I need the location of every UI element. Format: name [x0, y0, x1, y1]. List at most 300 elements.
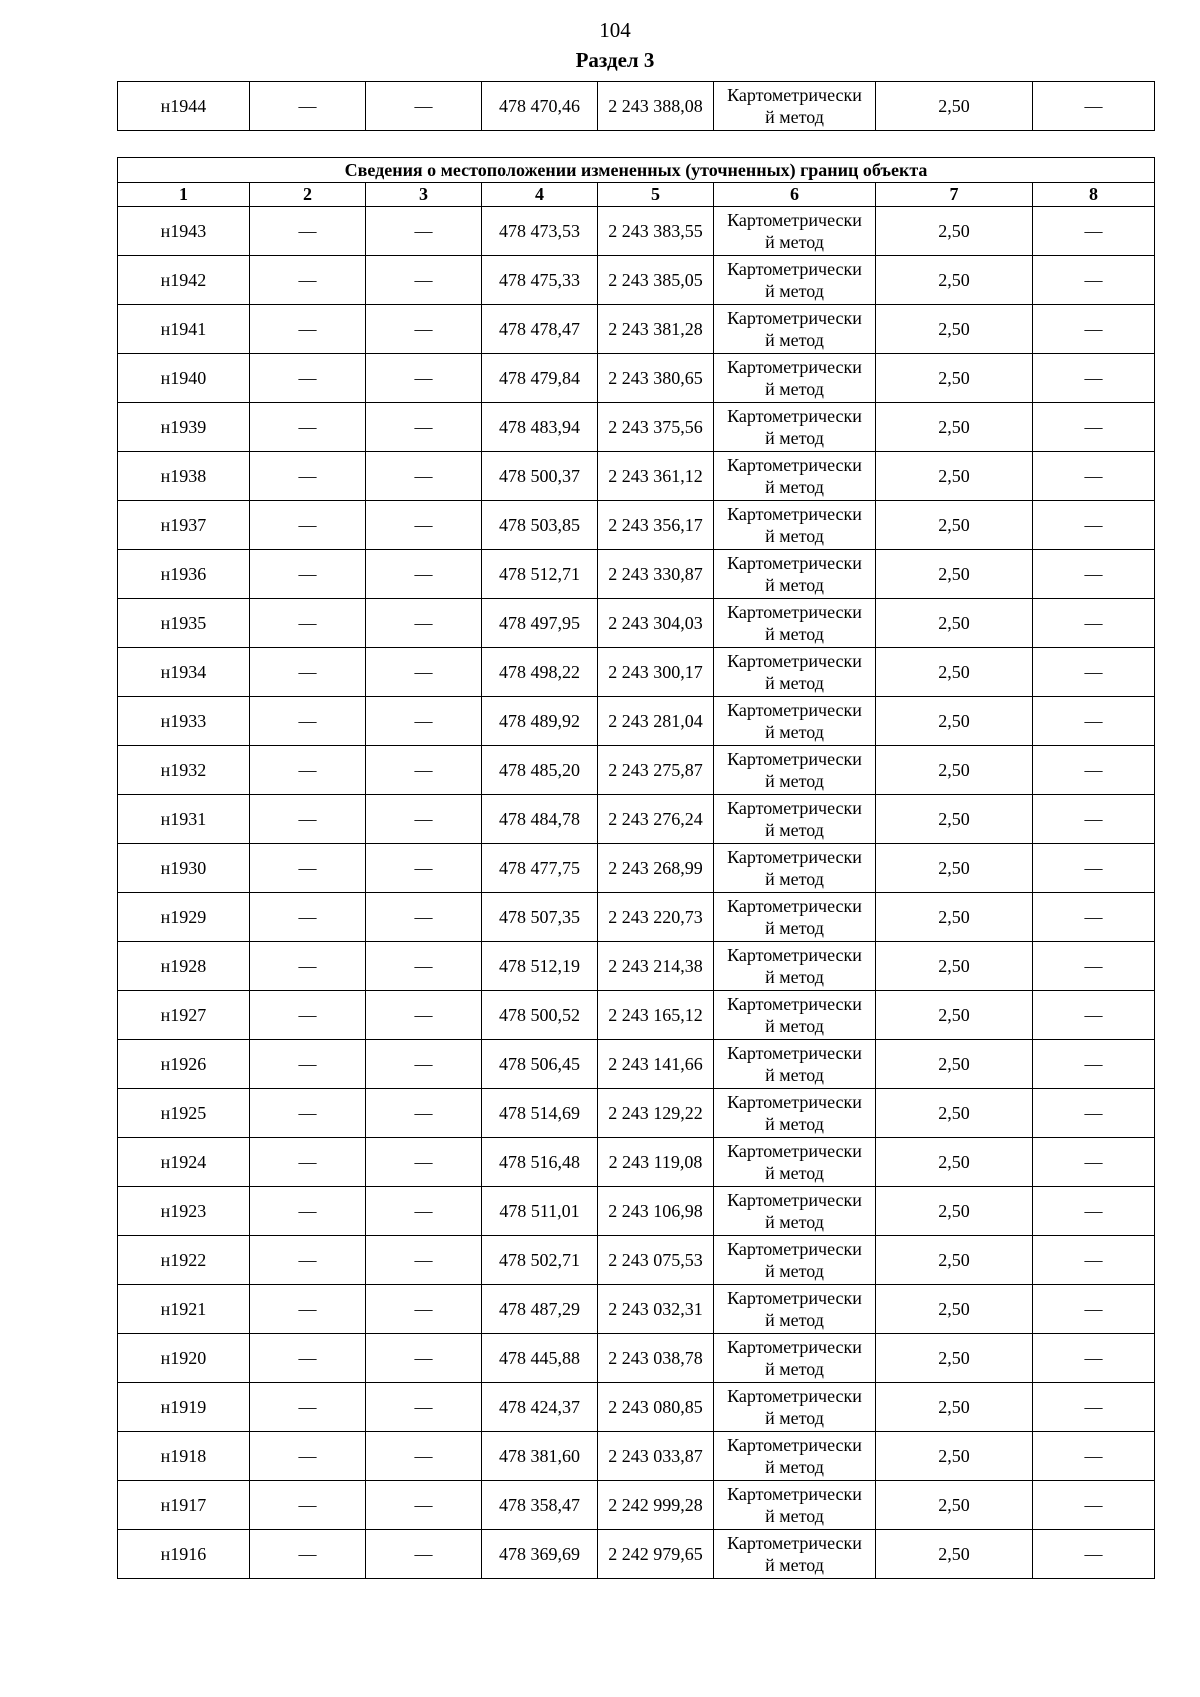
- table-row: [118, 942, 1155, 991]
- method-line-1: Картометрически: [727, 994, 862, 1014]
- accuracy-cell: 2,50: [876, 1236, 1033, 1285]
- method-cell: [714, 1236, 876, 1285]
- accuracy-cell: 2,50: [876, 256, 1033, 305]
- method-line-2: й метод: [765, 1506, 824, 1526]
- method-line-2: й метод: [765, 1261, 824, 1281]
- point-number-cell: н1916: [118, 1530, 250, 1579]
- point-number-cell: н1940: [118, 354, 250, 403]
- method-line-1: Картометрически: [727, 85, 862, 105]
- accuracy-cell: 2,50: [876, 991, 1033, 1040]
- point-number-cell: н1920: [118, 1334, 250, 1383]
- point-number-cell: н1939: [118, 403, 250, 452]
- accuracy-cell: 2,50: [876, 893, 1033, 942]
- method-line-2: й метод: [765, 1555, 824, 1575]
- method-cell: [714, 1530, 876, 1579]
- column-number-header: 5: [598, 183, 714, 207]
- column-number-header: 7: [876, 183, 1033, 207]
- point-number-cell: н1924: [118, 1138, 250, 1187]
- method-cell: [714, 1432, 876, 1481]
- point-number-cell: н1923: [118, 1187, 250, 1236]
- x-coordinate-cell: 478 479,84: [482, 354, 598, 403]
- x-coordinate-cell: 478 511,01: [482, 1187, 598, 1236]
- column-3-cell: —: [366, 403, 482, 452]
- column-3-cell: —: [366, 256, 482, 305]
- method-line-1: Картометрически: [727, 700, 862, 720]
- column-3-cell: —: [366, 1432, 482, 1481]
- column-2-cell: —: [250, 648, 366, 697]
- y-coordinate-cell: 2 243 165,12: [598, 991, 714, 1040]
- column-3-cell: —: [366, 1089, 482, 1138]
- method-line-1: Картометрически: [727, 896, 862, 916]
- column-8-cell: —: [1033, 354, 1155, 403]
- y-coordinate-cell: 2 243 129,22: [598, 1089, 714, 1138]
- y-coordinate-cell: 2 243 380,65: [598, 354, 714, 403]
- method-line-2: й метод: [765, 379, 824, 399]
- column-8-cell: —: [1033, 1334, 1155, 1383]
- method-cell: [714, 305, 876, 354]
- continuation-table: [117, 81, 1155, 131]
- accuracy-cell: 2,50: [876, 697, 1033, 746]
- x-coordinate-cell: 478 475,33: [482, 256, 598, 305]
- point-number-cell: н1922: [118, 1236, 250, 1285]
- point-number-cell: н1932: [118, 746, 250, 795]
- table-row: [118, 1334, 1155, 1383]
- x-coordinate-cell: 478 470,46: [482, 82, 598, 131]
- x-coordinate-cell: 478 358,47: [482, 1481, 598, 1530]
- method-cell: [714, 697, 876, 746]
- accuracy-cell: 2,50: [876, 1383, 1033, 1432]
- point-number-cell: н1933: [118, 697, 250, 746]
- column-2-cell: —: [250, 1236, 366, 1285]
- method-line-2: й метод: [765, 771, 824, 791]
- column-8-cell: —: [1033, 1530, 1155, 1579]
- table-row: [118, 256, 1155, 305]
- method-line-2: й метод: [765, 107, 824, 127]
- y-coordinate-cell: 2 243 356,17: [598, 501, 714, 550]
- column-3-cell: —: [366, 1040, 482, 1089]
- page-number: 104: [599, 18, 631, 42]
- table-row: [118, 599, 1155, 648]
- method-line-2: й метод: [765, 1114, 824, 1134]
- column-3-cell: —: [366, 452, 482, 501]
- method-line-1: Картометрически: [727, 945, 862, 965]
- column-2-cell: —: [250, 599, 366, 648]
- point-number-cell: н1936: [118, 550, 250, 599]
- method-line-1: Картометрически: [727, 1190, 862, 1210]
- method-line-2: й метод: [765, 624, 824, 644]
- y-coordinate-cell: 2 243 388,08: [598, 82, 714, 131]
- method-cell: [714, 501, 876, 550]
- method-line-1: Картометрически: [727, 553, 862, 573]
- column-2-cell: —: [250, 1383, 366, 1432]
- column-8-cell: —: [1033, 1040, 1155, 1089]
- method-line-1: Картометрически: [727, 1386, 862, 1406]
- method-cell: [714, 82, 876, 131]
- column-2-cell: —: [250, 1138, 366, 1187]
- column-3-cell: —: [366, 697, 482, 746]
- column-8-cell: —: [1033, 942, 1155, 991]
- accuracy-cell: 2,50: [876, 1285, 1033, 1334]
- method-cell: [714, 648, 876, 697]
- boundary-table-body: [118, 207, 1155, 1579]
- method-cell: [714, 746, 876, 795]
- table-row: [118, 1432, 1155, 1481]
- column-3-cell: —: [366, 1187, 482, 1236]
- point-number-cell: н1930: [118, 844, 250, 893]
- method-cell: [714, 942, 876, 991]
- y-coordinate-cell: 2 243 214,38: [598, 942, 714, 991]
- method-line-2: й метод: [765, 722, 824, 742]
- method-line-2: й метод: [765, 1408, 824, 1428]
- y-coordinate-cell: 2 243 220,73: [598, 893, 714, 942]
- method-line-1: Картометрически: [727, 308, 862, 328]
- accuracy-cell: 2,50: [876, 599, 1033, 648]
- table-row: [118, 1383, 1155, 1432]
- column-8-cell: —: [1033, 844, 1155, 893]
- column-2-cell: —: [250, 305, 366, 354]
- table-row: [118, 550, 1155, 599]
- method-line-1: Картометрически: [727, 1043, 862, 1063]
- accuracy-cell: 2,50: [876, 82, 1033, 131]
- section-title: Раздел 3: [575, 48, 655, 72]
- column-8-cell: —: [1033, 648, 1155, 697]
- column-number-header: 1: [118, 183, 250, 207]
- column-number-header: 8: [1033, 183, 1155, 207]
- method-line-1: Картометрически: [727, 455, 862, 475]
- column-3-cell: —: [366, 1236, 482, 1285]
- method-line-2: й метод: [765, 232, 824, 252]
- point-number-cell: н1925: [118, 1089, 250, 1138]
- method-line-2: й метод: [765, 1016, 824, 1036]
- x-coordinate-cell: 478 369,69: [482, 1530, 598, 1579]
- column-2-cell: —: [250, 207, 366, 256]
- table-row: [118, 1187, 1155, 1236]
- column-8-cell: —: [1033, 82, 1155, 131]
- y-coordinate-cell: 2 243 033,87: [598, 1432, 714, 1481]
- x-coordinate-cell: 478 497,95: [482, 599, 598, 648]
- column-8-cell: —: [1033, 1187, 1155, 1236]
- column-3-cell: —: [366, 550, 482, 599]
- column-3-cell: —: [366, 599, 482, 648]
- method-line-1: Картометрически: [727, 749, 862, 769]
- method-line-2: й метод: [765, 1457, 824, 1477]
- column-8-cell: —: [1033, 1432, 1155, 1481]
- table-row: [118, 207, 1155, 256]
- column-8-cell: —: [1033, 1383, 1155, 1432]
- table-row: [118, 1236, 1155, 1285]
- y-coordinate-cell: 2 243 119,08: [598, 1138, 714, 1187]
- accuracy-cell: 2,50: [876, 746, 1033, 795]
- accuracy-cell: 2,50: [876, 1481, 1033, 1530]
- accuracy-cell: 2,50: [876, 305, 1033, 354]
- point-number-cell: н1928: [118, 942, 250, 991]
- method-line-2: й метод: [765, 1212, 824, 1232]
- point-number-cell: н1917: [118, 1481, 250, 1530]
- method-line-1: Картометрически: [727, 651, 862, 671]
- table-row: [118, 501, 1155, 550]
- table-row: [118, 1138, 1155, 1187]
- method-cell: [714, 1138, 876, 1187]
- x-coordinate-cell: 478 478,47: [482, 305, 598, 354]
- column-number-header: 3: [366, 183, 482, 207]
- table-row: [118, 305, 1155, 354]
- accuracy-cell: 2,50: [876, 1334, 1033, 1383]
- column-2-cell: —: [250, 942, 366, 991]
- x-coordinate-cell: 478 512,71: [482, 550, 598, 599]
- table-row: [118, 893, 1155, 942]
- point-number-cell: н1941: [118, 305, 250, 354]
- table-row: [118, 354, 1155, 403]
- method-cell: [714, 403, 876, 452]
- x-coordinate-cell: 478 489,92: [482, 697, 598, 746]
- method-cell: [714, 795, 876, 844]
- method-cell: [714, 1187, 876, 1236]
- method-line-2: й метод: [765, 526, 824, 546]
- boundary-table: [117, 157, 1155, 1579]
- point-number-cell: н1919: [118, 1383, 250, 1432]
- y-coordinate-cell: 2 243 375,56: [598, 403, 714, 452]
- column-8-cell: —: [1033, 697, 1155, 746]
- column-2-cell: —: [250, 82, 366, 131]
- column-3-cell: —: [366, 82, 482, 131]
- point-number-cell: н1918: [118, 1432, 250, 1481]
- column-3-cell: —: [366, 942, 482, 991]
- y-coordinate-cell: 2 242 999,28: [598, 1481, 714, 1530]
- column-8-cell: —: [1033, 1138, 1155, 1187]
- x-coordinate-cell: 478 506,45: [482, 1040, 598, 1089]
- column-3-cell: —: [366, 893, 482, 942]
- method-cell: [714, 1383, 876, 1432]
- method-line-1: Картометрически: [727, 1435, 862, 1455]
- point-number-cell: н1921: [118, 1285, 250, 1334]
- accuracy-cell: 2,50: [876, 501, 1033, 550]
- column-2-cell: —: [250, 403, 366, 452]
- y-coordinate-cell: 2 243 276,24: [598, 795, 714, 844]
- method-cell: [714, 550, 876, 599]
- method-line-2: й метод: [765, 673, 824, 693]
- x-coordinate-cell: 478 512,19: [482, 942, 598, 991]
- column-2-cell: —: [250, 1040, 366, 1089]
- column-8-cell: —: [1033, 893, 1155, 942]
- table-row: [118, 1089, 1155, 1138]
- column-8-cell: —: [1033, 256, 1155, 305]
- method-line-1: Картометрически: [727, 504, 862, 524]
- column-3-cell: —: [366, 1383, 482, 1432]
- table-row: [118, 452, 1155, 501]
- column-2-cell: —: [250, 697, 366, 746]
- x-coordinate-cell: 478 485,20: [482, 746, 598, 795]
- column-3-cell: —: [366, 354, 482, 403]
- accuracy-cell: 2,50: [876, 1432, 1033, 1481]
- y-coordinate-cell: 2 243 385,05: [598, 256, 714, 305]
- method-line-1: Картометрически: [727, 1239, 862, 1259]
- y-coordinate-cell: 2 243 304,03: [598, 599, 714, 648]
- x-coordinate-cell: 478 483,94: [482, 403, 598, 452]
- y-coordinate-cell: 2 242 979,65: [598, 1530, 714, 1579]
- accuracy-cell: 2,50: [876, 403, 1033, 452]
- method-cell: [714, 452, 876, 501]
- method-line-2: й метод: [765, 281, 824, 301]
- method-cell: [714, 1089, 876, 1138]
- x-coordinate-cell: 478 381,60: [482, 1432, 598, 1481]
- y-coordinate-cell: 2 243 381,28: [598, 305, 714, 354]
- accuracy-cell: 2,50: [876, 1089, 1033, 1138]
- x-coordinate-cell: 478 484,78: [482, 795, 598, 844]
- column-3-cell: —: [366, 844, 482, 893]
- column-3-cell: —: [366, 795, 482, 844]
- y-coordinate-cell: 2 243 330,87: [598, 550, 714, 599]
- column-2-cell: —: [250, 844, 366, 893]
- column-2-cell: —: [250, 550, 366, 599]
- column-2-cell: —: [250, 893, 366, 942]
- point-number-cell: н1944: [118, 82, 250, 131]
- method-line-1: Картометрически: [727, 1337, 862, 1357]
- table-title: Сведения о местоположении измененных (уточненных) границ объекта: [118, 158, 1155, 183]
- method-cell: [714, 256, 876, 305]
- accuracy-cell: 2,50: [876, 452, 1033, 501]
- column-3-cell: —: [366, 501, 482, 550]
- x-coordinate-cell: 478 507,35: [482, 893, 598, 942]
- column-3-cell: —: [366, 1285, 482, 1334]
- table-row: [118, 648, 1155, 697]
- x-coordinate-cell: 478 502,71: [482, 1236, 598, 1285]
- column-2-cell: —: [250, 1432, 366, 1481]
- y-coordinate-cell: 2 243 141,66: [598, 1040, 714, 1089]
- method-line-1: Картометрически: [727, 602, 862, 622]
- y-coordinate-cell: 2 243 300,17: [598, 648, 714, 697]
- column-8-cell: —: [1033, 1285, 1155, 1334]
- x-coordinate-cell: 478 500,52: [482, 991, 598, 1040]
- table-row: [118, 1040, 1155, 1089]
- column-2-cell: —: [250, 452, 366, 501]
- method-line-1: Картометрически: [727, 259, 862, 279]
- table-row: [118, 1481, 1155, 1530]
- table-row: [118, 1530, 1155, 1579]
- table-row: [118, 403, 1155, 452]
- y-coordinate-cell: 2 243 268,99: [598, 844, 714, 893]
- column-8-cell: —: [1033, 1236, 1155, 1285]
- method-line-1: Картометрически: [727, 1288, 862, 1308]
- method-line-1: Картометрически: [727, 406, 862, 426]
- column-2-cell: —: [250, 1187, 366, 1236]
- continuation-table-body: [118, 82, 1155, 131]
- column-8-cell: —: [1033, 501, 1155, 550]
- x-coordinate-cell: 478 487,29: [482, 1285, 598, 1334]
- accuracy-cell: 2,50: [876, 1530, 1033, 1579]
- column-2-cell: —: [250, 1530, 366, 1579]
- x-coordinate-cell: 478 516,48: [482, 1138, 598, 1187]
- method-cell: [714, 207, 876, 256]
- method-line-2: й метод: [765, 820, 824, 840]
- point-number-cell: н1934: [118, 648, 250, 697]
- y-coordinate-cell: 2 243 038,78: [598, 1334, 714, 1383]
- column-2-cell: —: [250, 1481, 366, 1530]
- column-2-cell: —: [250, 501, 366, 550]
- column-2-cell: —: [250, 795, 366, 844]
- column-2-cell: —: [250, 991, 366, 1040]
- method-line-2: й метод: [765, 1163, 824, 1183]
- column-2-cell: —: [250, 354, 366, 403]
- y-coordinate-cell: 2 243 275,87: [598, 746, 714, 795]
- table-row: [118, 697, 1155, 746]
- table-row: [118, 991, 1155, 1040]
- accuracy-cell: 2,50: [876, 795, 1033, 844]
- column-8-cell: —: [1033, 991, 1155, 1040]
- x-coordinate-cell: 478 477,75: [482, 844, 598, 893]
- column-8-cell: —: [1033, 1481, 1155, 1530]
- column-2-cell: —: [250, 256, 366, 305]
- y-coordinate-cell: 2 243 281,04: [598, 697, 714, 746]
- method-line-2: й метод: [765, 1310, 824, 1330]
- method-line-2: й метод: [765, 1359, 824, 1379]
- y-coordinate-cell: 2 243 106,98: [598, 1187, 714, 1236]
- method-line-1: Картометрически: [727, 1484, 862, 1504]
- point-number-cell: н1926: [118, 1040, 250, 1089]
- x-coordinate-cell: 478 514,69: [482, 1089, 598, 1138]
- column-8-cell: —: [1033, 550, 1155, 599]
- table-row: [118, 1285, 1155, 1334]
- method-line-2: й метод: [765, 1065, 824, 1085]
- column-2-cell: —: [250, 1089, 366, 1138]
- column-numbers-row: [118, 183, 1155, 207]
- method-cell: [714, 844, 876, 893]
- point-number-cell: н1931: [118, 795, 250, 844]
- y-coordinate-cell: 2 243 361,12: [598, 452, 714, 501]
- accuracy-cell: 2,50: [876, 1138, 1033, 1187]
- point-number-cell: н1943: [118, 207, 250, 256]
- point-number-cell: н1942: [118, 256, 250, 305]
- y-coordinate-cell: 2 243 080,85: [598, 1383, 714, 1432]
- column-3-cell: —: [366, 207, 482, 256]
- method-line-1: Картометрически: [727, 1141, 862, 1161]
- column-number-header: 4: [482, 183, 598, 207]
- column-3-cell: —: [366, 1334, 482, 1383]
- table-row: [118, 795, 1155, 844]
- method-line-2: й метод: [765, 869, 824, 889]
- point-number-cell: н1937: [118, 501, 250, 550]
- column-8-cell: —: [1033, 746, 1155, 795]
- method-line-1: Картометрически: [727, 798, 862, 818]
- method-line-2: й метод: [765, 918, 824, 938]
- accuracy-cell: 2,50: [876, 1040, 1033, 1089]
- accuracy-cell: 2,50: [876, 1187, 1033, 1236]
- method-cell: [714, 1334, 876, 1383]
- column-number-header: 2: [250, 183, 366, 207]
- column-8-cell: —: [1033, 403, 1155, 452]
- accuracy-cell: 2,50: [876, 354, 1033, 403]
- accuracy-cell: 2,50: [876, 942, 1033, 991]
- column-2-cell: —: [250, 1285, 366, 1334]
- method-cell: [714, 599, 876, 648]
- method-line-1: Картометрически: [727, 357, 862, 377]
- column-number-header: 6: [714, 183, 876, 207]
- y-coordinate-cell: 2 243 032,31: [598, 1285, 714, 1334]
- method-cell: [714, 893, 876, 942]
- method-line-1: Картометрически: [727, 1092, 862, 1112]
- y-coordinate-cell: 2 243 075,53: [598, 1236, 714, 1285]
- method-cell: [714, 991, 876, 1040]
- method-cell: [714, 1285, 876, 1334]
- point-number-cell: н1929: [118, 893, 250, 942]
- method-line-1: Картометрически: [727, 1533, 862, 1553]
- accuracy-cell: 2,50: [876, 844, 1033, 893]
- method-cell: [714, 354, 876, 403]
- column-8-cell: —: [1033, 305, 1155, 354]
- column-2-cell: —: [250, 746, 366, 795]
- column-8-cell: —: [1033, 1089, 1155, 1138]
- point-number-cell: н1927: [118, 991, 250, 1040]
- table-row: [118, 844, 1155, 893]
